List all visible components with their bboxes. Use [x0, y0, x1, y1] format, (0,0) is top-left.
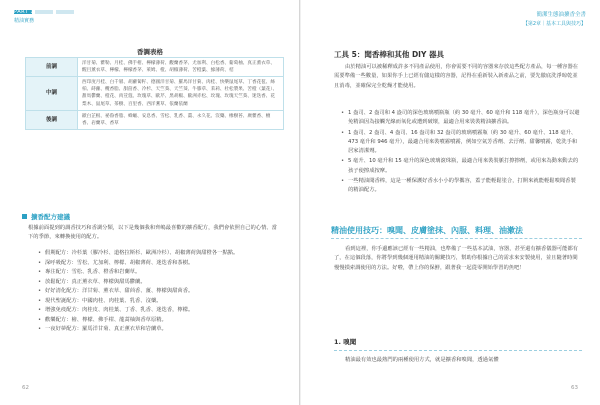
- category-cell: 前調: [26, 58, 78, 77]
- table-row-top-notes: [26, 58, 284, 77]
- section-heading: [22, 212, 70, 221]
- page-number: 63: [571, 385, 578, 391]
- category-cell: 後調: [26, 110, 78, 129]
- list-item: • 深呼吸配方：雪松、尤加利、檸檬、胡椒薄荷、迷迭香和茶樹。: [38, 259, 282, 269]
- list-item: • 好好清化配方：洋甘菊、薰衣草、甜茴香、薑、檸檬與甜茴香。: [38, 287, 282, 297]
- divider: [331, 238, 582, 239]
- tool-title: 工具 5：聞香棒和其他 DIY 器具: [334, 50, 444, 59]
- part-label: PART 1: [14, 9, 35, 15]
- list-item: • 一些精油聞香棒，這是一種保護好香水小小的學攜容，蓋子能輕鬆塗合，打開來就能輕鬆嗅聞香製的精油配方。: [341, 177, 581, 196]
- left-page-header: [14, 10, 74, 24]
- square-bullet-icon: [22, 214, 27, 219]
- list-item: • 增強免疫配方：肉桂皮、肉桂葉、丁香、乳香、迷迭香，檸檬。: [38, 306, 282, 316]
- book-tag: 精油實務: [14, 18, 35, 24]
- list-item: • 一夜好夢配方：羅馬洋甘菊、真正薰衣草和岩蘭草。: [38, 325, 282, 335]
- book-title: 簡潔生態油擴香全書: [536, 12, 586, 18]
- chapter-label: 【第2章｜基本工具與技巧】: [522, 21, 586, 27]
- list-item: • 假期配方：冷杉葉（膠冷杉、道格拉斯杉、歐洲冷杉）、胡椒薄荷與甜橙各一點點。: [38, 249, 282, 259]
- divider: [334, 350, 582, 351]
- list-item: • 5 毫升、10 毫升和 15 毫升的深色玻璃滾珠瓶，最適合用來裝裝脈打擦擦劑，或用來為動來動去的孩子使擦成按摩。: [341, 157, 581, 176]
- right-page-header: [523, 10, 586, 27]
- intro-paragraph: 根據前面提到的調香技巧和香調分類，以下是幾個我和齊嶋最喜歡的擴香配方，我們會依照自己的心情、當下的季節，來轉換使用的配方。: [28, 225, 277, 241]
- items-cell: 洋甘菊、藿勒、月桂、佛手柑、檸檬薄荷、觀蘭香茅、尤加利、白松香、葡萄柚、真正薰衣草、醒目薰衣草、檸檬、檸檬香茅、萊姆、橙、胡椒薄荷、苦橙葉、綠薄荷、桔: [78, 58, 284, 77]
- part-indicator: [14, 10, 74, 14]
- section-title: 擴香配方建議: [31, 213, 70, 221]
- body-paragraph: 精油最有效也最熱門的兩種使用方式，就是擴香和嗅聞，透過氣體: [345, 357, 499, 363]
- list-item: • 放鬆配方：真正薰衣草、檸檬與甜馬鬱蘭。: [38, 278, 282, 288]
- table-row-base-notes: [26, 110, 284, 129]
- list-item: • 現代聖誕配方：中國肉桂、肉桂葉、乳香、沒藥。: [38, 297, 282, 307]
- table-title: 香調表格: [137, 48, 163, 56]
- table-row-middle-notes: [26, 77, 284, 110]
- section-title: 精油使用技巧：嗅聞、皮膚塗抹、內服、料理、油漱法: [331, 226, 523, 235]
- list-item: • 專注配方：雪松、乳香、橙香和岩蘭草。: [38, 268, 282, 278]
- aroma-notes-table: [25, 57, 284, 130]
- list-item: • 歡樂配方：檜、檸檬、佛手柑、龍蒿柚與香草原精。: [38, 316, 282, 326]
- intro-paragraph: 由於精油可以被稀釋成許多不同產品使用，你會需要不同的容器來存放這些配方產品，每一種容器在需要準備一些數量，如果你手上已經有儲這樣的容器，記得在重新裝入新產品之前，要先徹底洗淨晾乾並且消毒，並確保完全乾燥才能使用。: [334, 64, 579, 89]
- recipe-list: [38, 249, 282, 335]
- right-page: [300, 0, 600, 405]
- items-cell: 西印度月桂、白千層、胡蘿蔔籽、德國洋甘菊、羅馬洋甘菊、肉桂、快樂鼠尾草、丁香花苞、絲柏、蒔蘿、欖香脂、甜茴香、冷杉、天竺葵、天竺葵、牛膝草、茉莉、杜松漿果、苦橙（葉花）、甜馬鬱蘭、橙花、肉荳蔻、玫瑰草、歐芹、黑胡椒、歐洲赤松、玫瑰、玫瑰天竺葵、迷迭香、花梨木、鼠尾草、茶樹、百里香、西洋蓍草、依蘭依蘭: [78, 77, 284, 110]
- category-cell: 中調: [26, 77, 78, 110]
- subsection-title: 1. 嗅聞: [334, 338, 357, 346]
- list-item: • 1 盎司、2 盎司和 4 盎司的深色玻璃噴瓶瓶（約 30 毫升、60 毫升和 118 毫升），深色瓶身可以避免精油因為接觸光線而氧化或遭到破壞，最適合用來裝裝精油擴香油。: [341, 109, 581, 128]
- page-number: 62: [22, 385, 29, 391]
- body-paragraph: 看到這裡，你手邊應該已經有一些精油，也準備了一些基本試油，容器，甚至還有擴香儀器可能都有了，在這個段落，你將學到幾個運用精油的關鍵技巧，幫助你根據自己的需求來安製使用，並且隨著時間慢慢摸索調使用的方法。好啦，帶上你的保鮮，跟著我一起從零開始學習的魚吧！: [334, 246, 579, 271]
- items-cell: 歐白芷根、祕魯香脂、蜂蠟、安息香、雪松、乳香、薑、永久花、沒藥、橡樹苔、廣藿香、檀香、岩蘭草、香草: [78, 110, 284, 129]
- list-item: • 1 盎司、2 盎司、4 盎司、16 盎司和 32 盎司的玻璃噴霧瓶（約 30 毫升、60 毫升、118 毫升、473 毫升和 946 毫升），最適合用來裝噴霧噴霧，例如空氣芳香劑、去汙劑、甜馨噴霧，乾洗手和居家清潔劑。: [341, 129, 581, 157]
- container-list: [341, 109, 581, 196]
